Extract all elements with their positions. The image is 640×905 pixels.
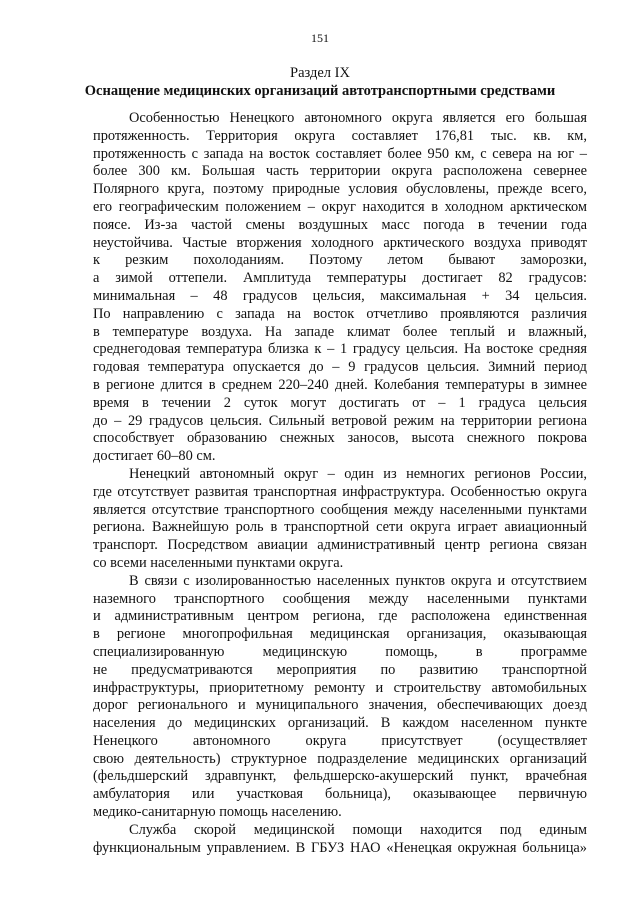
body-text (93, 110, 587, 857)
text-line: протяженность. Территория округа составляет 176,81 тыс. кв. км, (93, 127, 587, 144)
text-line: свою деятельность) структурное подразделение медицинских организаций (93, 750, 587, 767)
text-line: а зимой оттепели. Амплитуда температуры достигает 82 градусов: (93, 270, 587, 287)
text-line: наземного транспортного сообщения между населенными пунктами (93, 590, 587, 607)
text-line: минимальная – 48 градусов цельсия, максимальная + 34 цельсия. (93, 287, 587, 304)
text-line: является отсутствие транспортного сообщения между населенными пунктами (93, 501, 587, 518)
text-line: Ненецкого автономного округа присутствует (осуществляет (93, 732, 587, 749)
text-line: протяженность с запада на восток составляет более 950 км, с севера на юг – (93, 145, 587, 162)
text-line: время в течении 2 суток могут достигать от – 1 градуса цельсия (93, 394, 587, 411)
text-line: По направлению с запада на восток отчетливо проявляются различия (93, 305, 587, 322)
text-line: Служба скорой медицинской помощи находится под единым (129, 821, 587, 838)
text-line: амбулатория или участковая больница), оказывающее первичную (93, 786, 587, 803)
page-number: 151 (311, 31, 329, 45)
text-line: региона. Важнейшую роль в транспортной сети округа играет авиационный (93, 519, 587, 536)
paragraph (93, 110, 587, 466)
text-line: в температуре воздуха. На западе климат более теплый и влажный, (93, 323, 587, 340)
text-line: более 300 км. Большая часть территории округа расположена севернее (93, 163, 587, 180)
text-line: населения до медицинских организаций. В каждом населенном пункте (93, 715, 587, 732)
text-line: транспорт. Посредством авиации административный центр региона связан (93, 537, 587, 554)
section-label: Раздел IX (290, 65, 350, 81)
text-line: поясе. Из-за частой смены воздушных масс погода в течении года (93, 216, 587, 233)
text-line: где отсутствует развитая транспортная инфраструктура. Особенностью округа (93, 483, 587, 500)
section-title: Оснащение медицинских организаций автотранспортными средствами (84, 83, 556, 99)
text-line: достигает 60–80 см. (93, 448, 216, 465)
text-line: В связи с изолированностью населенных пунктов округа и отсутствием (129, 572, 587, 589)
text-line: годовая температура опускается до – 9 градусов цельсия. Зимний период (93, 359, 587, 376)
text-line: специализированную медицинскую помощь, в программе (93, 643, 587, 660)
text-line: способствует образованию снежных заносов, высота снежного покрова (93, 430, 587, 447)
text-line: (фельдшерский здравпункт, фельдшерско-акушерский пункт, врачебная (93, 768, 587, 785)
text-line: инфраструктуры, приоритетному ремонту и строительству автомобильных (93, 679, 587, 696)
text-line: со всеми населенными пунктами округа. (93, 554, 344, 571)
text-line: в регионе многопрофильная медицинская организация, оказывающая (93, 626, 587, 643)
text-line: Ненецкий автономный округ – один из немногих регионов России, (129, 465, 587, 482)
text-line: его географическим положением – округ находится в холодном арктическом (93, 198, 587, 215)
text-line: не предусматриваются мероприятия по развитию транспортной (93, 661, 587, 678)
text-line: медико-санитарную помощь населению. (93, 804, 342, 821)
text-line: дорог регионального и муниципального значения, обеспечивающих доезд (93, 697, 587, 714)
text-line: к резким похолоданиям. Поэтому летом бывают заморозки, (93, 252, 587, 269)
text-line: Полярного круга, поэтому природные условия обусловлены, прежде всего, (93, 181, 587, 198)
text-line: среднегодовая температура близка к – 1 градусу цельсия. На востоке средняя (93, 341, 587, 358)
text-line: до – 29 градусов цельсия. Сильный ветровой режим на территории региона (93, 412, 587, 429)
paragraph (93, 466, 587, 573)
text-line: неустойчива. Частые вторжения холодного арктического воздуха приводят (93, 234, 587, 251)
text-line: и административным центром региона, где расположена единственная (93, 608, 587, 625)
paragraph (93, 573, 587, 822)
text-line: Особенностью Ненецкого автономного округа является его большая (129, 110, 587, 126)
text-line: функциональным управлением. В ГБУЗ НАО «Ненецкая окружная больница» (93, 839, 587, 856)
paragraph (93, 822, 587, 858)
text-line: в регионе длится в среднем 220–240 дней. Колебания температуры в зимнее (93, 376, 587, 393)
